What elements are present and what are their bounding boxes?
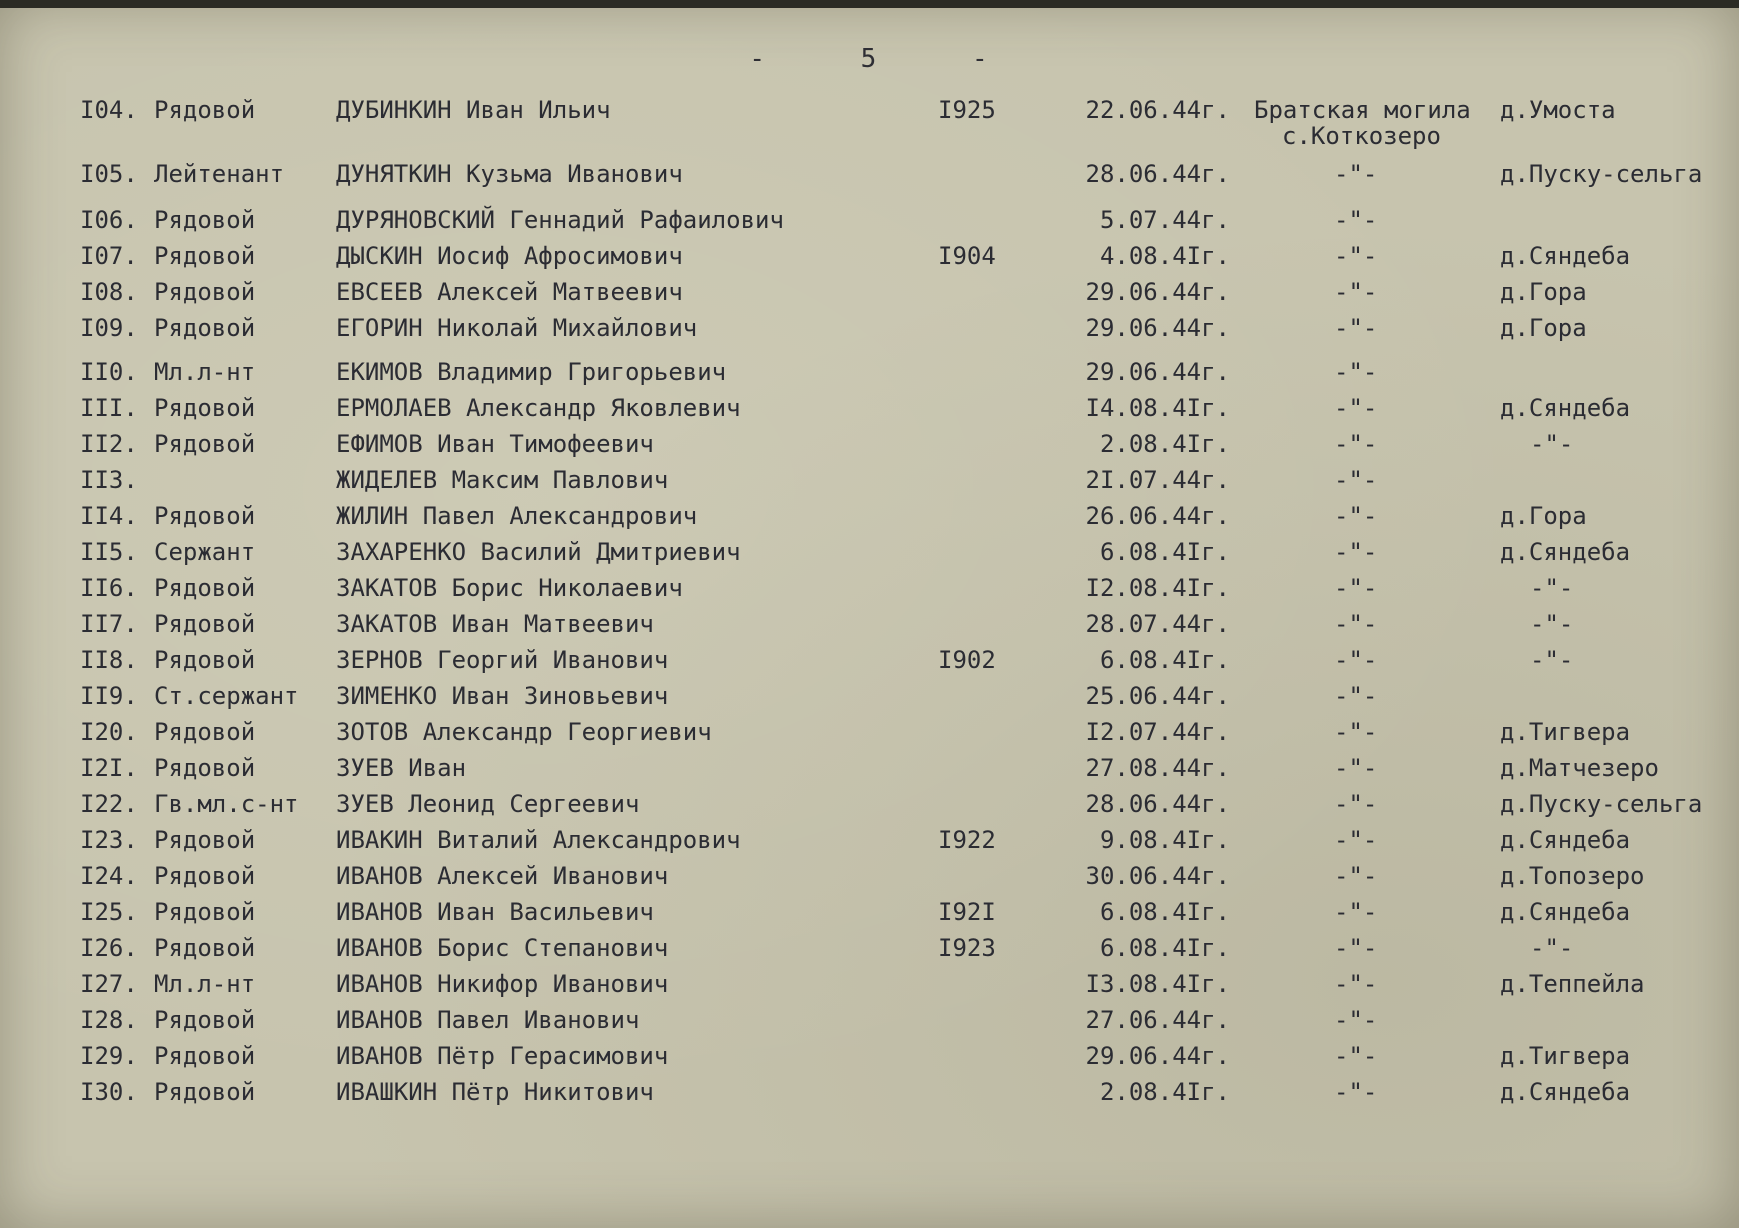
full-name: ЗУЕВ Леонид Сергеевич bbox=[336, 790, 640, 818]
entry-number: I26. bbox=[80, 934, 138, 962]
full-name: ИВАНОВ Пётр Герасимович bbox=[336, 1042, 669, 1070]
village: д.Гора bbox=[1500, 502, 1587, 530]
roster-row bbox=[0, 682, 1739, 712]
roster-row bbox=[0, 1078, 1739, 1108]
death-date: 27.08.44г. bbox=[1085, 754, 1230, 782]
roster-row bbox=[0, 242, 1739, 272]
burial-place: -"- bbox=[1334, 610, 1378, 638]
roster-row bbox=[0, 574, 1739, 604]
full-name: ДЫСКИН Иосиф Афросимович bbox=[336, 242, 683, 270]
rank: Ст.сержант bbox=[154, 682, 299, 710]
village: д.Сяндеба bbox=[1500, 538, 1631, 566]
death-date: 4.08.4Iг. bbox=[1099, 242, 1230, 270]
death-date: 29.06.44г. bbox=[1085, 1042, 1230, 1070]
roster-row bbox=[0, 160, 1739, 190]
full-name: ИВАНОВ Павел Иванович bbox=[336, 1006, 640, 1034]
entry-number: I2I. bbox=[80, 754, 138, 782]
full-name: ИВАНОВ Борис Степанович bbox=[336, 934, 669, 962]
page-dash-right: - bbox=[971, 44, 990, 74]
village: д.Сяндеба bbox=[1500, 898, 1631, 926]
full-name: ИВАНОВ Алексей Иванович bbox=[336, 862, 669, 890]
death-date: 9.08.4Iг. bbox=[1099, 826, 1230, 854]
death-date: 6.08.4Iг. bbox=[1099, 934, 1230, 962]
entry-number: II7. bbox=[80, 610, 138, 638]
full-name: ЗУЕВ Иван bbox=[336, 754, 467, 782]
death-date: I4.08.4Iг. bbox=[1085, 394, 1230, 422]
death-date: 2I.07.44г. bbox=[1085, 466, 1230, 494]
rank: Рядовой bbox=[154, 610, 256, 638]
full-name: ИВАКИН Виталий Александрович bbox=[336, 826, 741, 854]
village: д.Тигвера bbox=[1500, 1042, 1631, 1070]
village: д.Сяндеба bbox=[1500, 242, 1631, 270]
rank: Рядовой bbox=[154, 394, 256, 422]
burial-place: -"- bbox=[1334, 862, 1378, 890]
rank: Мл.л-нт bbox=[154, 970, 256, 998]
death-date: 6.08.4Iг. bbox=[1099, 538, 1230, 566]
entry-number: I08. bbox=[80, 278, 138, 306]
full-name: ЕКИМОВ Владимир Григорьевич bbox=[336, 358, 727, 386]
rank: Рядовой bbox=[154, 502, 256, 530]
entry-number: II8. bbox=[80, 646, 138, 674]
full-name: ДУНЯТКИН Кузьма Иванович bbox=[336, 160, 683, 188]
full-name: ИВАНОВ Иван Васильевич bbox=[336, 898, 654, 926]
burial-place: -"- bbox=[1334, 790, 1378, 818]
village: д.Пуску-сельга bbox=[1500, 160, 1703, 188]
roster-row bbox=[0, 934, 1739, 964]
roster-row bbox=[0, 466, 1739, 496]
death-date: 25.06.44г. bbox=[1085, 682, 1230, 710]
roster-row bbox=[0, 278, 1739, 308]
death-date: 29.06.44г. bbox=[1085, 314, 1230, 342]
roster-row bbox=[0, 394, 1739, 424]
page-number: 5 bbox=[860, 44, 879, 74]
death-date: 22.06.44г. bbox=[1085, 96, 1230, 124]
burial-place: -"- bbox=[1334, 206, 1378, 234]
death-date: 28.06.44г. bbox=[1085, 790, 1230, 818]
burial-place: -"- bbox=[1334, 278, 1378, 306]
entry-number: II6. bbox=[80, 574, 138, 602]
rank: Рядовой bbox=[154, 862, 256, 890]
death-date: 28.07.44г. bbox=[1085, 610, 1230, 638]
entry-number: I09. bbox=[80, 314, 138, 342]
roster-row bbox=[0, 826, 1739, 856]
full-name: ИВАНОВ Никифор Иванович bbox=[336, 970, 669, 998]
death-date: 29.06.44г. bbox=[1085, 278, 1230, 306]
burial-place: -"- bbox=[1334, 1042, 1378, 1070]
burial-place: -"- bbox=[1334, 394, 1378, 422]
entry-number: II2. bbox=[80, 430, 138, 458]
death-date: 2.08.4Iг. bbox=[1099, 1078, 1230, 1106]
birth-year: I92I bbox=[938, 898, 996, 926]
death-date: 26.06.44г. bbox=[1085, 502, 1230, 530]
entry-number: II9. bbox=[80, 682, 138, 710]
burial-place: -"- bbox=[1334, 1078, 1378, 1106]
rank: Рядовой bbox=[154, 718, 256, 746]
full-name: ЗЕРНОВ Георгий Иванович bbox=[336, 646, 669, 674]
village: -"- bbox=[1530, 646, 1574, 674]
village: д.Сяндеба bbox=[1500, 394, 1631, 422]
village: -"- bbox=[1530, 430, 1574, 458]
village: д.Сяндеба bbox=[1500, 1078, 1631, 1106]
burial-place: -"- bbox=[1334, 314, 1378, 342]
death-date: 29.06.44г. bbox=[1085, 358, 1230, 386]
burial-place: -"- bbox=[1334, 826, 1378, 854]
roster-row bbox=[0, 358, 1739, 388]
roster-row bbox=[0, 790, 1739, 820]
village: д.Гора bbox=[1500, 278, 1587, 306]
roster-row bbox=[0, 538, 1739, 568]
rank: Рядовой bbox=[154, 934, 256, 962]
entry-number: I27. bbox=[80, 970, 138, 998]
full-name: ЗАХАРЕНКО Василий Дмитриевич bbox=[336, 538, 741, 566]
roster-row bbox=[0, 96, 1739, 150]
burial-place: -"- bbox=[1334, 430, 1378, 458]
full-name: ЖИДЕЛЕВ Максим Павлович bbox=[336, 466, 669, 494]
scan-edge bbox=[0, 0, 1739, 8]
death-date: I2.07.44г. bbox=[1085, 718, 1230, 746]
rank: Рядовой bbox=[154, 646, 256, 674]
full-name: ЕГОРИН Николай Михайлович bbox=[336, 314, 698, 342]
full-name: ЗАКАТОВ Борис Николаевич bbox=[336, 574, 683, 602]
burial-place: -"- bbox=[1334, 646, 1378, 674]
page-dash-left: - bbox=[749, 44, 768, 74]
burial-place: -"- bbox=[1334, 1006, 1378, 1034]
burial-place: -"- bbox=[1334, 466, 1378, 494]
death-date: 28.06.44г. bbox=[1085, 160, 1230, 188]
death-date: 6.08.4Iг. bbox=[1099, 898, 1230, 926]
entry-number: I28. bbox=[80, 1006, 138, 1034]
rank: Рядовой bbox=[154, 278, 256, 306]
rank: Рядовой bbox=[154, 1078, 256, 1106]
entry-number: III. bbox=[80, 394, 138, 422]
village: д.Матчезеро bbox=[1500, 754, 1659, 782]
full-name: ДУБИНКИН Иван Ильич bbox=[336, 96, 611, 124]
full-name: ЗОТОВ Александр Георгиевич bbox=[336, 718, 712, 746]
village: д.Пуску-сельга bbox=[1500, 790, 1703, 818]
death-date: I3.08.4Iг. bbox=[1085, 970, 1230, 998]
full-name: ЕРМОЛАЕВ Александр Яковлевич bbox=[336, 394, 741, 422]
roster-row bbox=[0, 646, 1739, 676]
entry-number: I23. bbox=[80, 826, 138, 854]
death-date: I2.08.4Iг. bbox=[1085, 574, 1230, 602]
rank: Рядовой bbox=[154, 430, 256, 458]
birth-year: I902 bbox=[938, 646, 996, 674]
village: -"- bbox=[1530, 610, 1574, 638]
entry-number: II5. bbox=[80, 538, 138, 566]
birth-year: I904 bbox=[938, 242, 996, 270]
burial-place: -"- bbox=[1334, 358, 1378, 386]
roster-row bbox=[0, 610, 1739, 640]
entry-number: II0. bbox=[80, 358, 138, 386]
burial-place: -"- bbox=[1334, 682, 1378, 710]
rank: Рядовой bbox=[154, 574, 256, 602]
entry-number: I25. bbox=[80, 898, 138, 926]
burial-place: -"- bbox=[1334, 242, 1378, 270]
full-name: ЖИЛИН Павел Александрович bbox=[336, 502, 698, 530]
death-date: 6.08.4Iг. bbox=[1099, 646, 1230, 674]
entry-number: I24. bbox=[80, 862, 138, 890]
rank: Рядовой bbox=[154, 1042, 256, 1070]
roster-row bbox=[0, 502, 1739, 532]
entry-number: I20. bbox=[80, 718, 138, 746]
rank: Рядовой bbox=[154, 754, 256, 782]
roster-row bbox=[0, 862, 1739, 892]
burial-place: -"- bbox=[1334, 934, 1378, 962]
rank: Мл.л-нт bbox=[154, 358, 256, 386]
death-date: 27.06.44г. bbox=[1085, 1006, 1230, 1034]
entry-number: I30. bbox=[80, 1078, 138, 1106]
roster-row bbox=[0, 754, 1739, 784]
roster-row bbox=[0, 206, 1739, 236]
entry-number: I06. bbox=[80, 206, 138, 234]
burial-place: -"- bbox=[1334, 502, 1378, 530]
roster-row bbox=[0, 1042, 1739, 1072]
rank: Сержант bbox=[154, 538, 256, 566]
rank: Рядовой bbox=[154, 898, 256, 926]
burial-place: -"- bbox=[1334, 160, 1378, 188]
rank: Рядовой bbox=[154, 1006, 256, 1034]
burial-place: -"- bbox=[1334, 898, 1378, 926]
burial-place: -"- bbox=[1334, 718, 1378, 746]
rank: Рядовой bbox=[154, 314, 256, 342]
full-name: ИВАШКИН Пётр Никитович bbox=[336, 1078, 654, 1106]
rank: Гв.мл.с-нт bbox=[154, 790, 299, 818]
birth-year: I923 bbox=[938, 934, 996, 962]
entry-number: I04. bbox=[80, 96, 138, 124]
burial-place: -"- bbox=[1334, 754, 1378, 782]
page-number-line bbox=[0, 44, 1739, 74]
village: д.Топозеро bbox=[1500, 862, 1645, 890]
roster-row bbox=[0, 718, 1739, 748]
village: -"- bbox=[1530, 934, 1574, 962]
full-name: ЕФИМОВ Иван Тимофеевич bbox=[336, 430, 654, 458]
burial-place: -"- bbox=[1334, 574, 1378, 602]
village: д.Умоста bbox=[1500, 96, 1616, 124]
roster-row bbox=[0, 898, 1739, 928]
burial-place: -"- bbox=[1334, 970, 1378, 998]
burial-place-sub: с.Коткозеро bbox=[1282, 122, 1441, 150]
birth-year: I925 bbox=[938, 96, 996, 124]
entry-number: I29. bbox=[80, 1042, 138, 1070]
village: д.Гора bbox=[1500, 314, 1587, 342]
death-date: 2.08.4Iг. bbox=[1099, 430, 1230, 458]
roster-row bbox=[0, 430, 1739, 460]
village: д.Тигвера bbox=[1500, 718, 1631, 746]
entry-number: II3. bbox=[80, 466, 138, 494]
village: д.Теппейла bbox=[1500, 970, 1645, 998]
village: д.Сяндеба bbox=[1500, 826, 1631, 854]
rank: Рядовой bbox=[154, 826, 256, 854]
entry-number: I07. bbox=[80, 242, 138, 270]
rank: Рядовой bbox=[154, 242, 256, 270]
full-name: ЗАКАТОВ Иван Матвеевич bbox=[336, 610, 654, 638]
full-name: ДУРЯНОВСКИЙ Геннадий Рафаилович bbox=[336, 206, 784, 234]
full-name: ЗИМЕНКО Иван Зиновьевич bbox=[336, 682, 669, 710]
birth-year: I922 bbox=[938, 826, 996, 854]
death-date: 5.07.44г. bbox=[1099, 206, 1230, 234]
roster-row bbox=[0, 1006, 1739, 1036]
entry-number: II4. bbox=[80, 502, 138, 530]
rank: Лейтенант bbox=[154, 160, 285, 188]
entry-number: I05. bbox=[80, 160, 138, 188]
entry-number: I22. bbox=[80, 790, 138, 818]
full-name: ЕВСЕЕВ Алексей Матвеевич bbox=[336, 278, 683, 306]
village: -"- bbox=[1530, 574, 1574, 602]
rank: Рядовой bbox=[154, 96, 256, 124]
roster-row bbox=[0, 314, 1739, 344]
rank: Рядовой bbox=[154, 206, 256, 234]
death-date: 30.06.44г. bbox=[1085, 862, 1230, 890]
burial-place: Братская могила bbox=[1254, 96, 1471, 124]
burial-place: -"- bbox=[1334, 538, 1378, 566]
roster-row bbox=[0, 970, 1739, 1000]
